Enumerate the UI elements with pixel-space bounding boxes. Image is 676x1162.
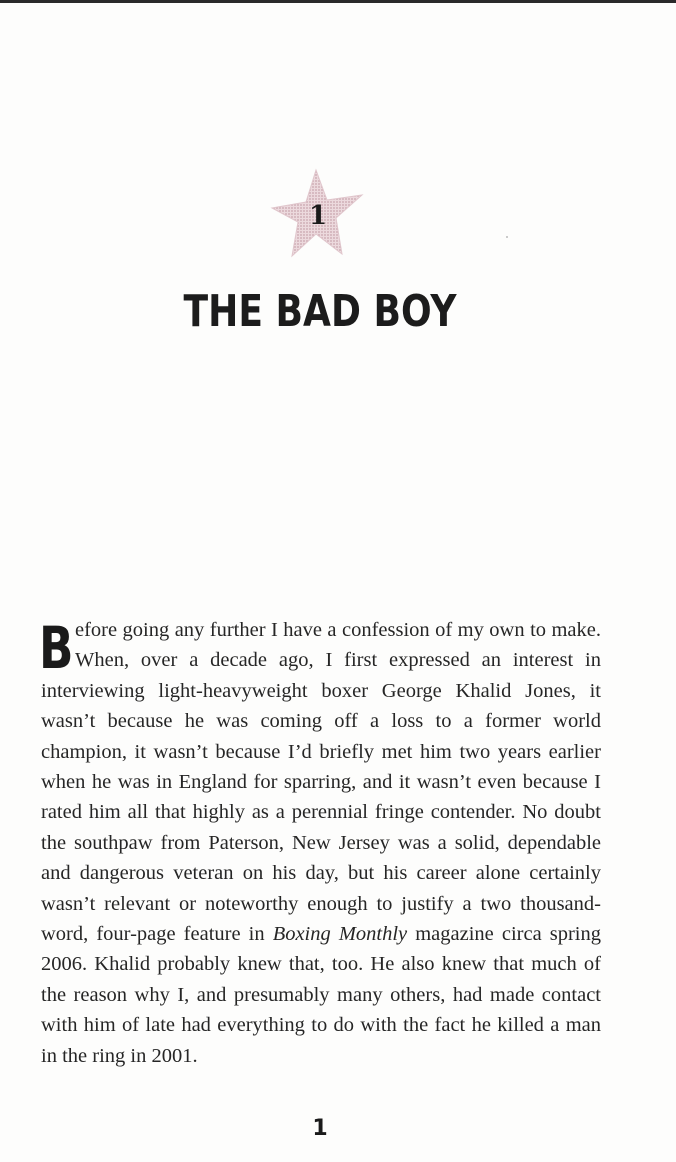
chapter-marker xyxy=(270,168,366,264)
paragraph-text-start: efore going any further I have a confession of my own to make. When, over a decade ago, I first expressed an interest in interviewing light-heavyweight boxer George Khalid Jones, it wasn’t because he was coming off a loss to a former world champion, it wasn’t because I’d briefly met him two years earlier when he was in England for sparring, and it wasn’t even because I rated him all that highly as a perennial fringe contender. No doubt the southpaw from Paterson, New Jersey was a solid, dependable and dangerous veteran on his day, but his career alone certainly wasn’t relevant or noteworthy enough to justify a two thousand-word, four-page feature in xyxy=(41,619,601,946)
page-top-edge xyxy=(0,0,676,3)
drop-cap: B xyxy=(39,614,74,682)
print-speck xyxy=(506,236,508,238)
paragraph-text-end: magazine circa spring 2006. Khalid probably knew that, too. He also knew that much of the reason why I, and presumably many others, had made contact with him of late had everything to do with the fact he killed a man in the ring in 2001. xyxy=(41,923,601,1067)
page-number: 1 xyxy=(312,1116,328,1141)
body-paragraph xyxy=(41,615,601,1071)
magazine-title: Boxing Monthly xyxy=(272,923,408,946)
chapter-title: THE BAD BOY xyxy=(183,286,457,337)
chapter-number: 1 xyxy=(308,201,328,231)
